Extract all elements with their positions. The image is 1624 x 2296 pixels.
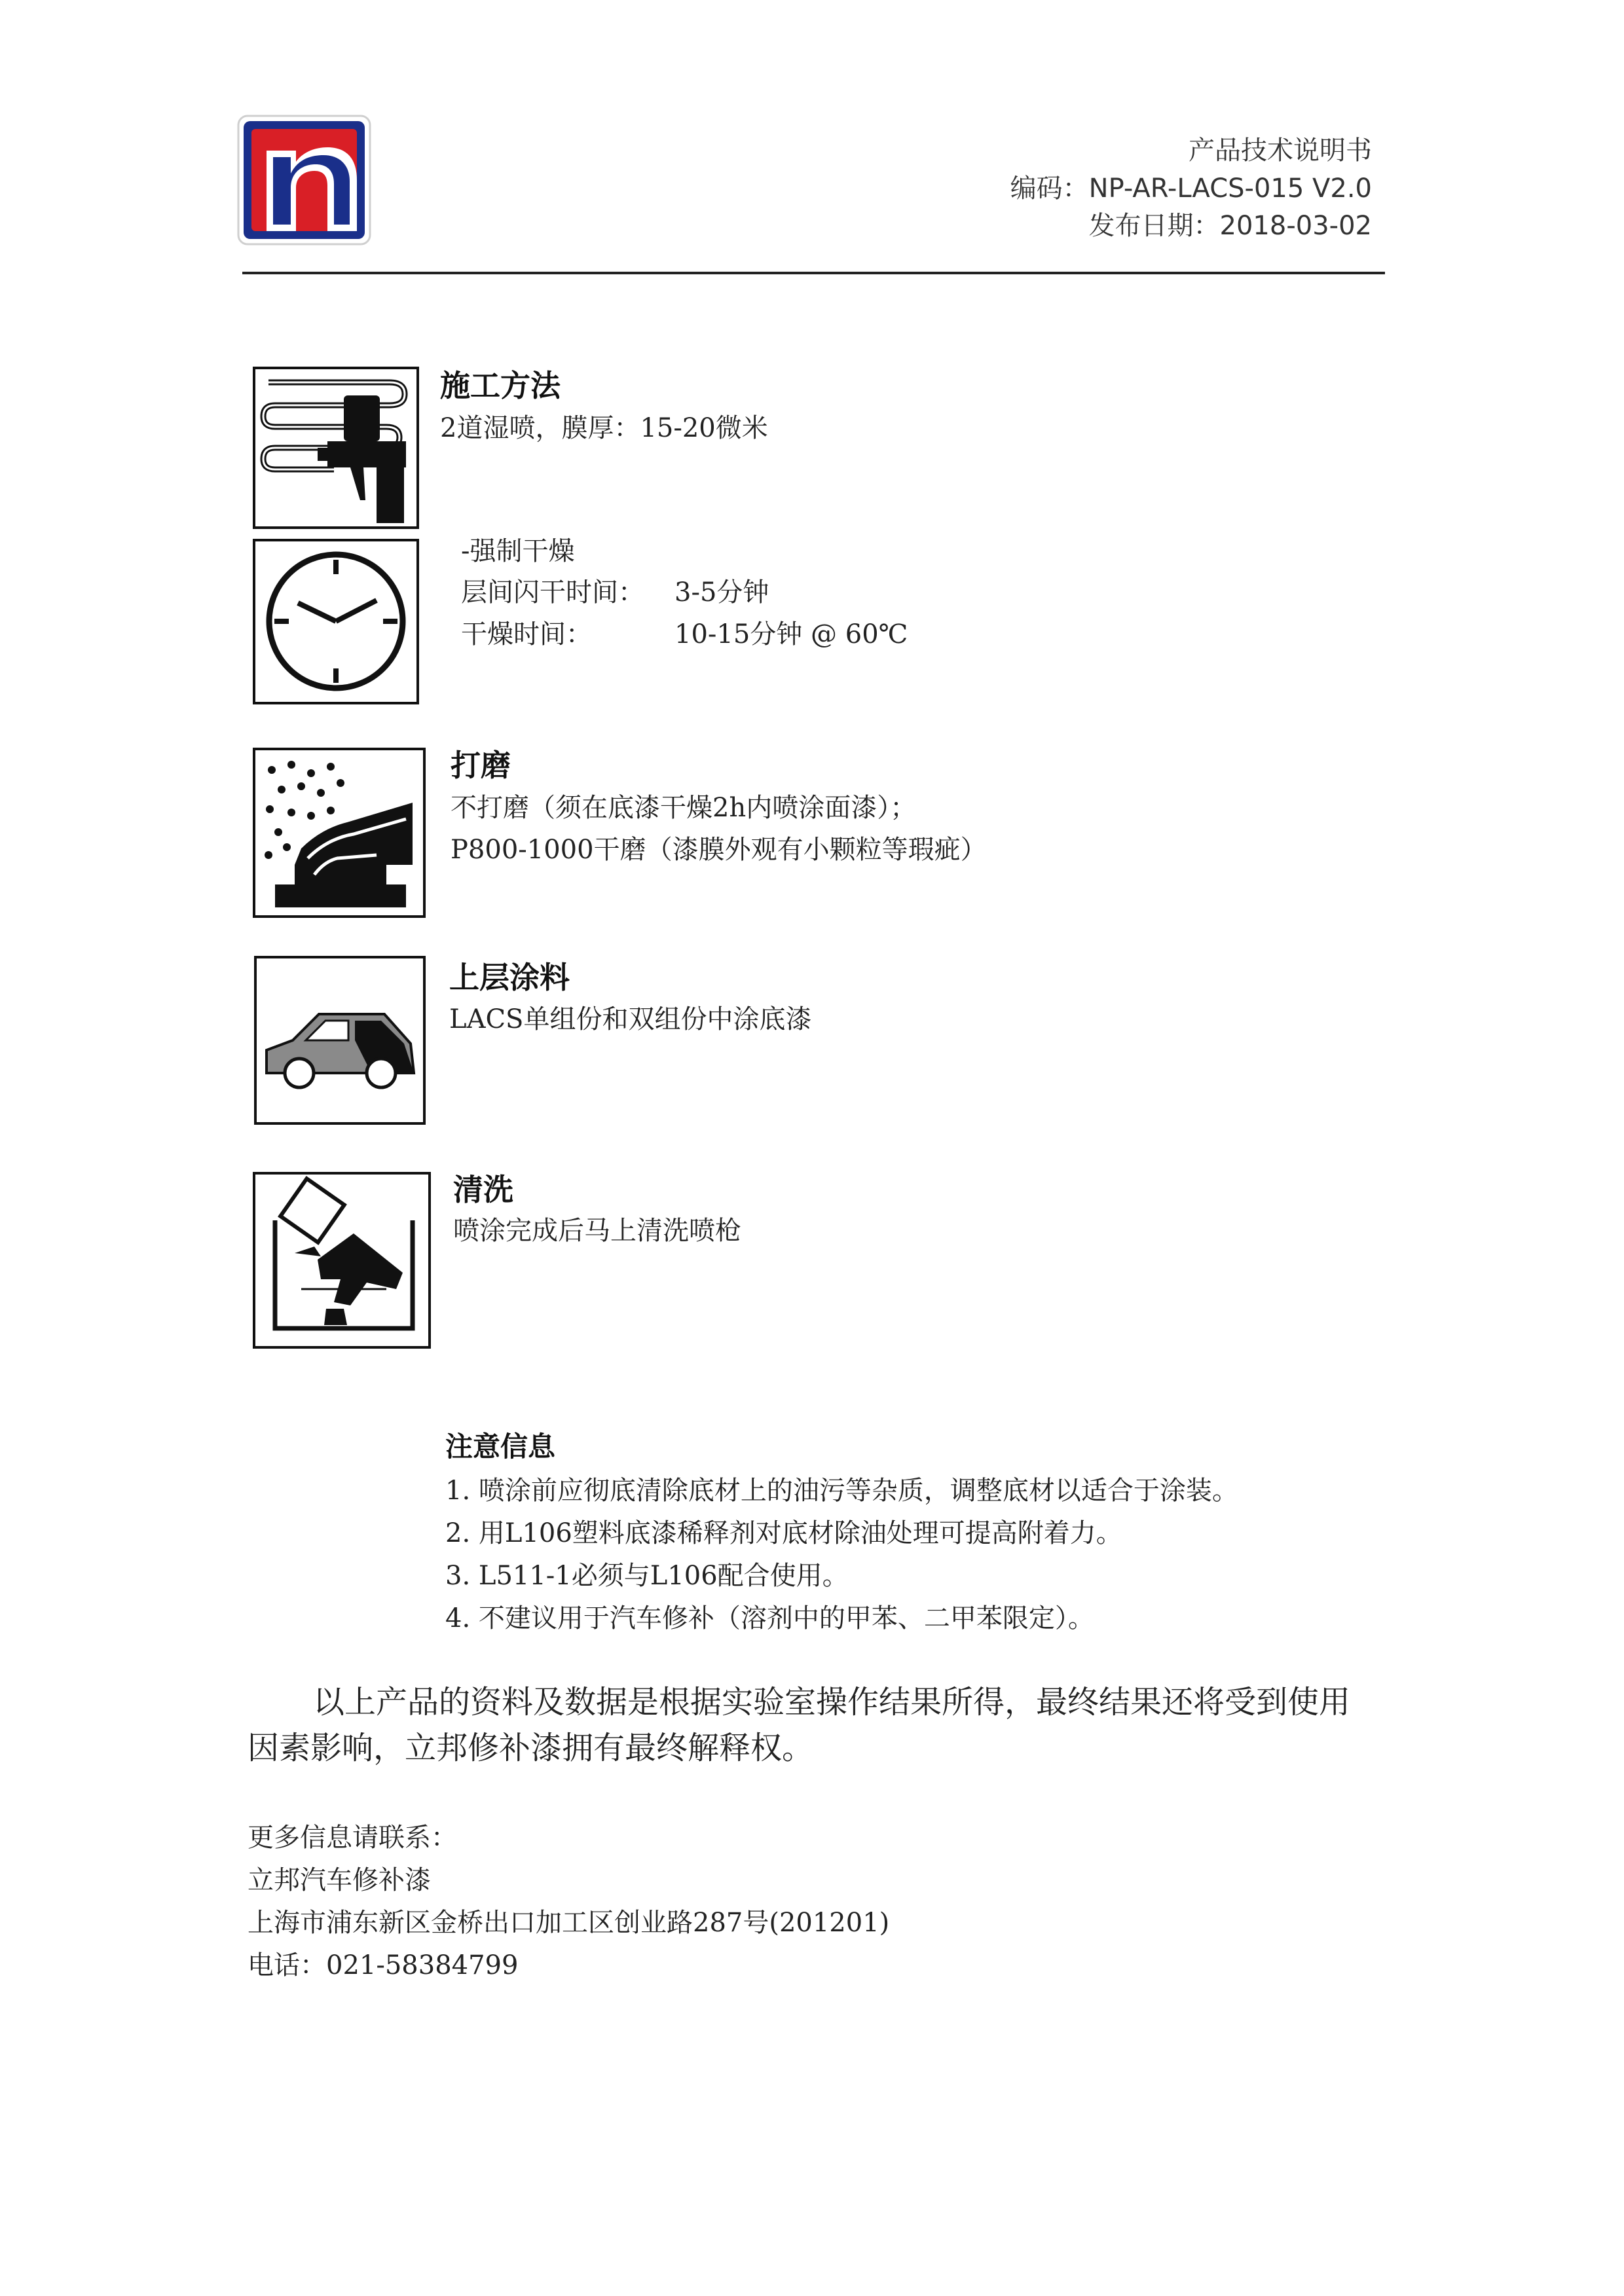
application-title: 施工方法	[440, 368, 561, 403]
sanding-title: 打磨	[451, 748, 511, 783]
disclaimer-line-1: 以上产品的资料及数据是根据实验室操作结果所得，最终结果还将受到使用	[313, 1684, 1351, 1721]
nippon-logo	[237, 115, 371, 246]
clock-icon	[253, 539, 419, 704]
spray-gun-icon	[253, 367, 419, 529]
release-date: 发布日期：2018-03-02	[1088, 211, 1372, 241]
contact-phone: 电话：021-58384799	[248, 1950, 519, 1980]
drying-time-label: 干燥时间：	[461, 619, 592, 649]
drying-time-value: 10-15分钟 @ 60℃	[674, 619, 908, 649]
note-item: 2. 用L106塑料底漆稀释剂对底材除油处理可提高附着力。	[445, 1518, 1122, 1548]
car-icon	[254, 956, 426, 1125]
flash-time-label: 层间闪干时间：	[461, 577, 644, 608]
doc-code: 编码：NP-AR-LACS-015 V2.0	[1010, 173, 1372, 204]
sanding-line-2: P800-1000干磨（漆膜外观有小颗粒等瑕疵）	[451, 835, 987, 865]
doc-type: 产品技术说明书	[1189, 136, 1372, 166]
contact-intro: 更多信息请联系：	[248, 1823, 457, 1853]
note-item: 1. 喷涂前应彻底清除底材上的油污等杂质，调整底材以适合于涂装。	[445, 1476, 1238, 1506]
notes-title: 注意信息	[445, 1430, 556, 1463]
sanding-line-1: 不打磨（须在底漆干燥2h内喷涂面漆）；	[451, 793, 917, 823]
cleaning-title: 清洗	[453, 1172, 513, 1207]
cleaning-text: 喷涂完成后马上清洗喷枪	[453, 1216, 741, 1246]
note-item: 4. 不建议用于汽车修补（溶剂中的甲苯、二甲苯限定）。	[445, 1603, 1094, 1633]
gun-cleaning-icon	[253, 1172, 431, 1349]
disclaimer-line-2: 因素影响，立邦修补漆拥有最终解释权。	[248, 1730, 814, 1766]
topcoat-text: LACS单组份和双组份中涂底漆	[449, 1004, 812, 1034]
header-divider	[242, 272, 1385, 274]
drying-method: -强制干燥	[461, 536, 575, 566]
note-item: 3. L511-1必须与L106配合使用。	[445, 1561, 849, 1591]
sanding-icon	[253, 748, 426, 918]
application-text: 2道湿喷，膜厚：15-20微米	[440, 413, 768, 443]
topcoat-title: 上层涂料	[449, 960, 570, 995]
contact-company: 立邦汽车修补漆	[248, 1865, 431, 1895]
flash-time-value: 3-5分钟	[674, 577, 769, 608]
contact-address: 上海市浦东新区金桥出口加工区创业路287号(201201)	[248, 1908, 890, 1938]
